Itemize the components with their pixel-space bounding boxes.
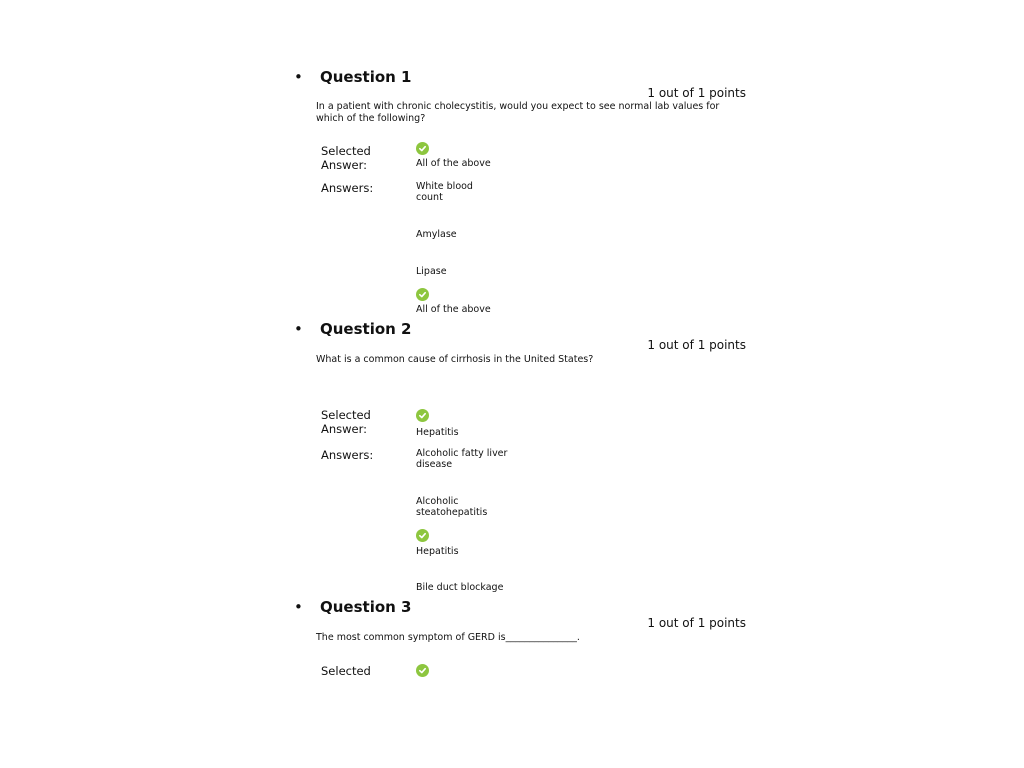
check-circle-icon bbox=[416, 664, 429, 677]
question-text: In a patient with chronic cholecystitis, would you expect to see normal lab values for which of the following? bbox=[316, 101, 720, 124]
question-score: 1 out of 1 points bbox=[647, 338, 746, 352]
bullet: • bbox=[294, 598, 303, 616]
question-score: 1 out of 1 points bbox=[647, 616, 746, 630]
check-circle-icon bbox=[416, 142, 429, 155]
answers-label: Answers: bbox=[321, 448, 374, 462]
check-circle-icon bbox=[416, 409, 429, 422]
answer-option: Lipase bbox=[416, 266, 447, 277]
answer-option: Amylase bbox=[416, 229, 457, 240]
answer-option: Bile duct blockage bbox=[416, 582, 504, 593]
selected-answer-label: Selected Answer: bbox=[321, 144, 371, 172]
bullet: • bbox=[294, 68, 303, 86]
question-title: Question 3 bbox=[320, 598, 412, 616]
question-text: The most common symptom of GERD is_______________. bbox=[316, 632, 580, 643]
check-circle-icon bbox=[416, 288, 429, 301]
answer-option: Alcoholic steatohepatitis bbox=[416, 496, 488, 518]
answer-option-correct: All of the above bbox=[416, 304, 491, 315]
bullet: • bbox=[294, 320, 303, 338]
question-title: Question 2 bbox=[320, 320, 412, 338]
question-score: 1 out of 1 points bbox=[647, 86, 746, 100]
selected-answer-value: All of the above bbox=[416, 158, 491, 169]
answer-option: Alcoholic fatty liver disease bbox=[416, 448, 508, 470]
check-circle-icon bbox=[416, 529, 429, 542]
answer-option-correct: Hepatitis bbox=[416, 546, 459, 557]
selected-answer-label: Selected bbox=[321, 664, 371, 678]
selected-answer-label: Selected Answer: bbox=[321, 408, 371, 436]
question-text: What is a common cause of cirrhosis in the United States? bbox=[316, 354, 594, 365]
answer-option: White blood count bbox=[416, 181, 473, 203]
answers-label: Answers: bbox=[321, 181, 374, 195]
question-title: Question 1 bbox=[320, 68, 412, 86]
selected-answer-value: Hepatitis bbox=[416, 427, 459, 438]
